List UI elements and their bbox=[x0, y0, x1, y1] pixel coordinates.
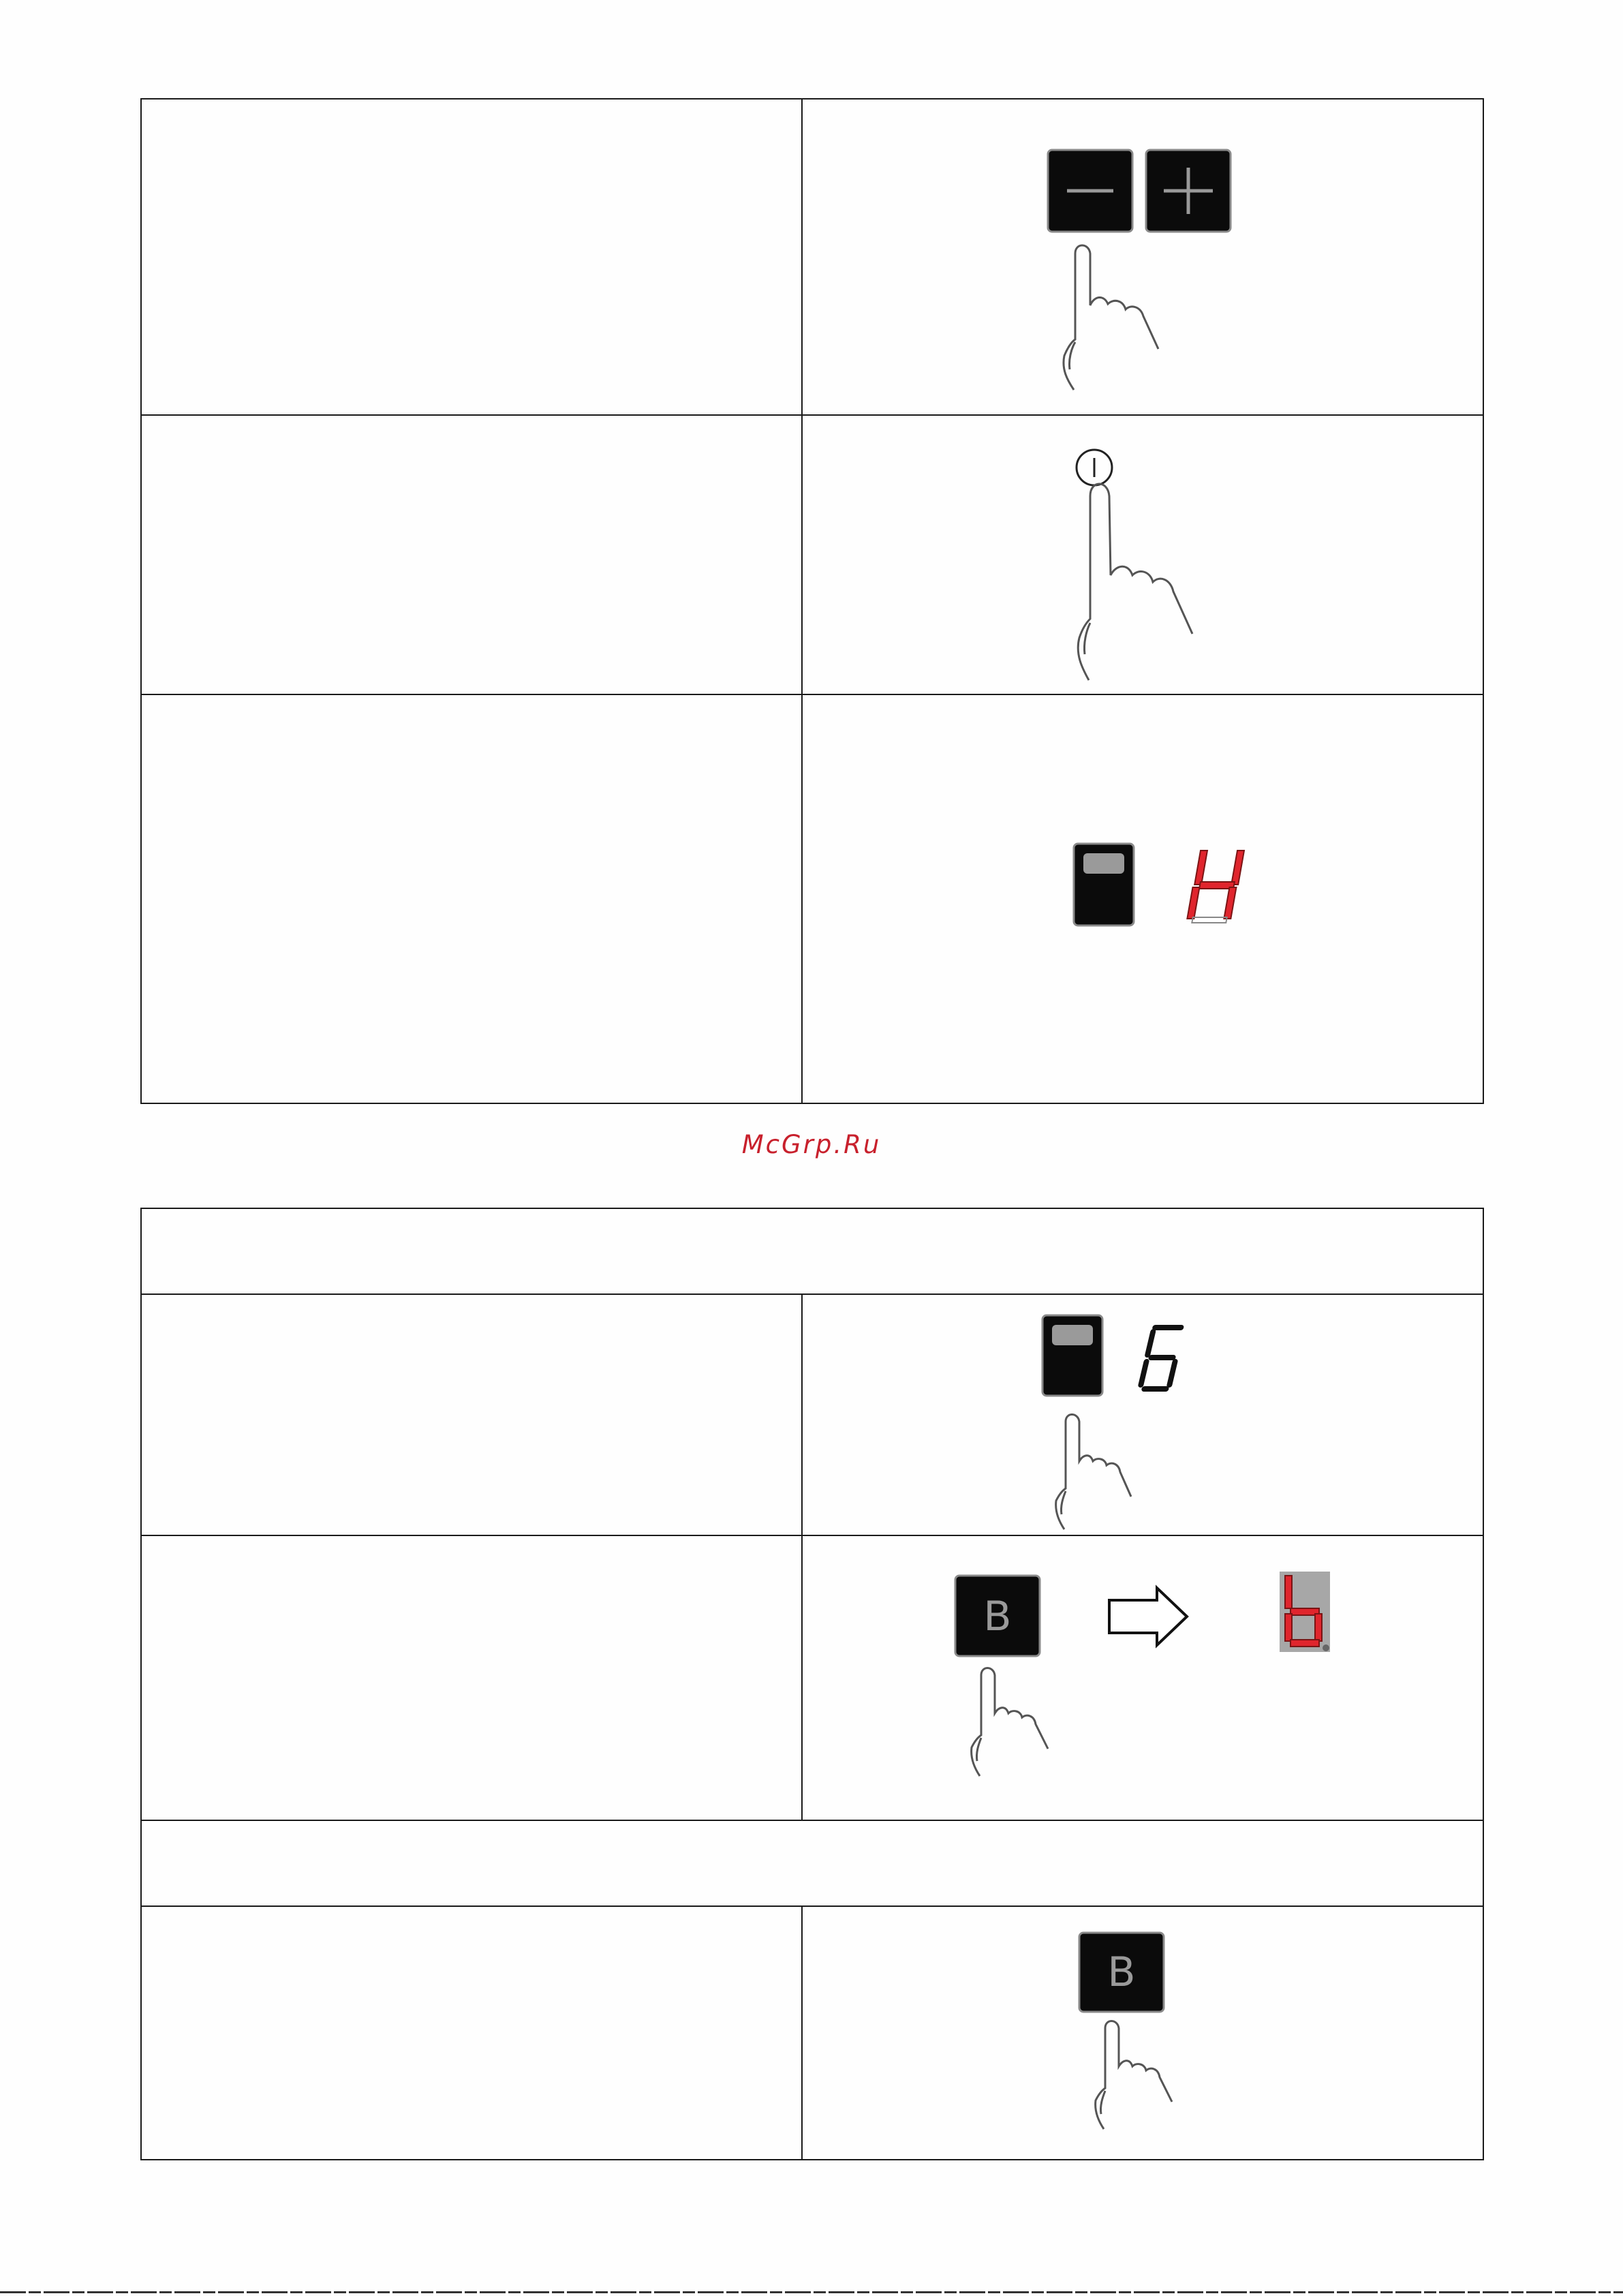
b-key-label: B bbox=[983, 1593, 1012, 1640]
zone-key bbox=[1074, 844, 1134, 925]
bottom-dashed-rule bbox=[0, 2291, 1623, 2293]
table-row bbox=[141, 415, 1483, 694]
pointing-finger-icon bbox=[972, 1668, 1048, 1777]
watermark-text: McGrp.Ru bbox=[741, 1130, 882, 1159]
row-3-text-cell bbox=[141, 694, 802, 1103]
table-1 bbox=[140, 98, 1484, 1104]
table-2 bbox=[140, 1208, 1484, 2160]
row-6-text-cell bbox=[141, 1906, 802, 2160]
table-row bbox=[141, 1906, 1483, 2160]
pointing-finger-icon bbox=[1064, 245, 1158, 390]
pointing-finger-icon bbox=[1056, 1415, 1131, 1530]
table-row bbox=[141, 694, 1483, 1103]
row-4-illustration-cell bbox=[802, 1294, 1483, 1535]
table-row bbox=[141, 1294, 1483, 1535]
pointing-finger-icon bbox=[1078, 484, 1192, 680]
row-6-illustration-cell bbox=[802, 1906, 1483, 2160]
row-2-text-cell bbox=[141, 415, 802, 694]
table-row bbox=[141, 1535, 1483, 1820]
red-b-display bbox=[1280, 1572, 1330, 1652]
row-2-illustration-cell bbox=[802, 415, 1483, 694]
b-key bbox=[955, 1576, 1040, 1656]
pointing-finger-icon bbox=[1096, 2021, 1172, 2130]
red-h-display bbox=[1186, 851, 1244, 923]
table-header-row bbox=[141, 1820, 1483, 1906]
table-2-subheader-cell bbox=[141, 1820, 1483, 1906]
table-2-header-cell bbox=[141, 1208, 1483, 1294]
power-icon bbox=[1077, 450, 1112, 485]
row-4-text-cell bbox=[141, 1294, 802, 1535]
zone-key bbox=[1042, 1315, 1102, 1396]
minus-key bbox=[1048, 150, 1132, 232]
right-arrow-icon bbox=[1109, 1588, 1187, 1645]
row-5-text-cell bbox=[141, 1535, 802, 1820]
b-key-arrow-illustration bbox=[803, 1536, 1484, 1817]
b-key-label: B bbox=[1107, 1948, 1136, 1996]
row-5-illustration-cell bbox=[802, 1535, 1483, 1820]
zone-key-display-illustration bbox=[803, 695, 1484, 1100]
plus-key bbox=[1146, 150, 1231, 232]
b-key-finger-illustration bbox=[803, 1907, 1484, 2156]
row-1-text-cell bbox=[141, 99, 802, 415]
row-3-illustration-cell bbox=[802, 694, 1483, 1103]
table-row bbox=[141, 99, 1483, 415]
power-illustration bbox=[803, 416, 1484, 691]
digit-6-display bbox=[1140, 1328, 1181, 1389]
table-header-row bbox=[141, 1208, 1483, 1294]
row-1-illustration-cell bbox=[802, 99, 1483, 415]
zone-key-6-illustration bbox=[803, 1295, 1484, 1532]
b-key bbox=[1079, 1933, 1164, 2012]
minus-plus-keys-illustration bbox=[803, 100, 1484, 412]
